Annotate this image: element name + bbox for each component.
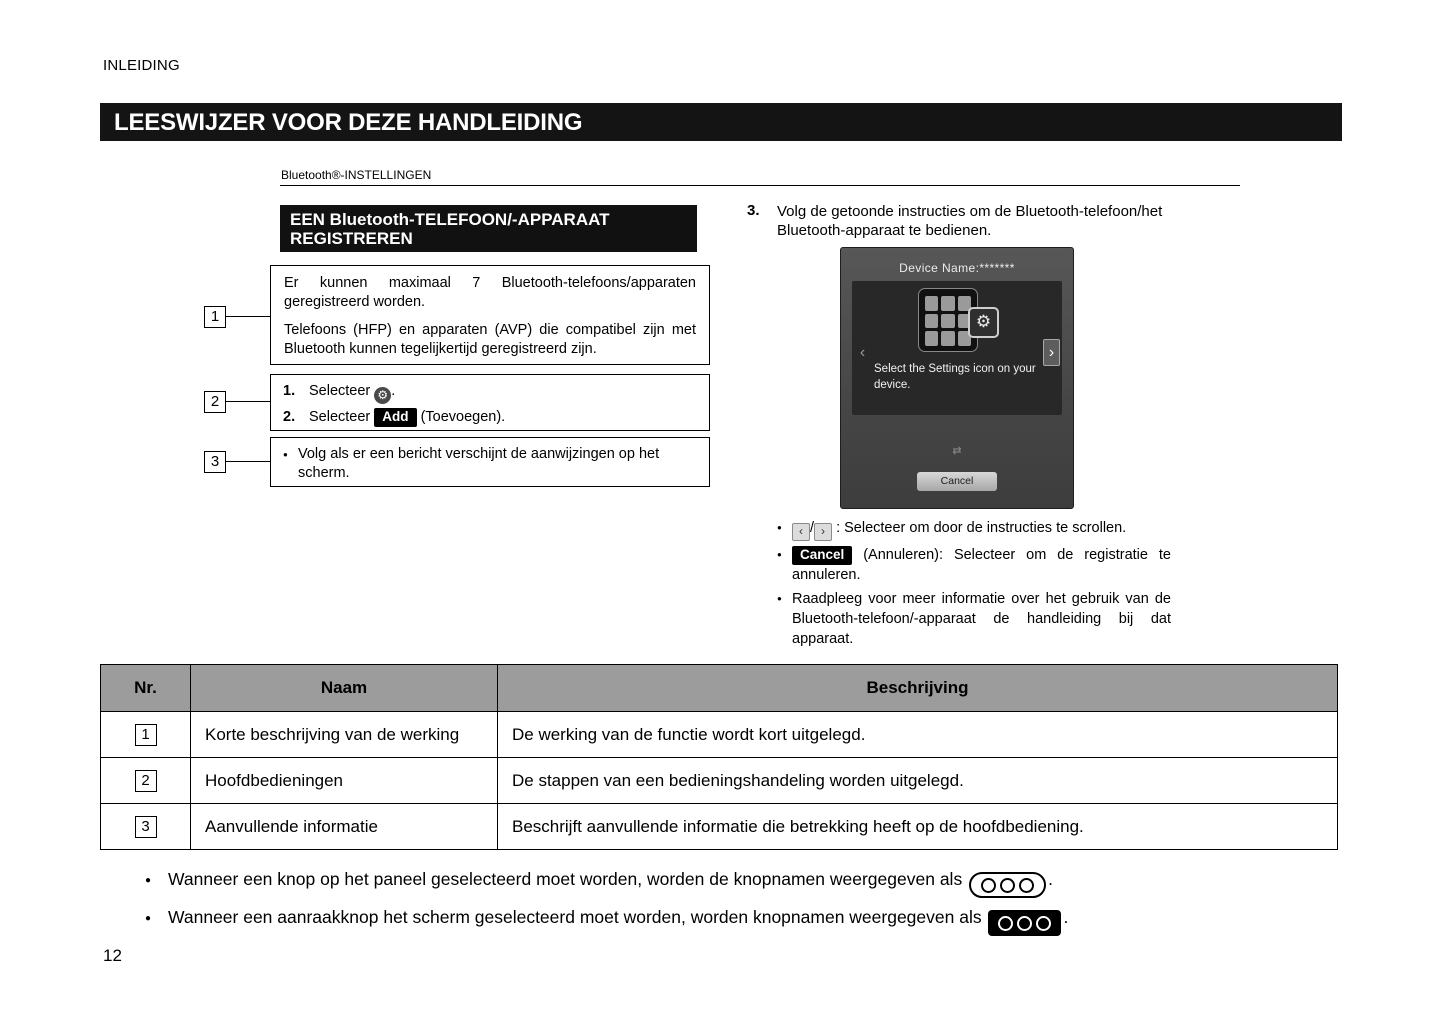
cell-naam: Aanvullende informatie [191, 804, 498, 850]
note-box [270, 437, 710, 487]
step-text-label: Selecteer [309, 409, 371, 425]
separator: / [810, 520, 815, 536]
add-button: Add [374, 408, 416, 427]
table-row [101, 804, 1338, 850]
list-item-text: : Selecteer om door de instructies te scrollen. [836, 520, 1127, 536]
step-text-suffix: (Toevoegen). [420, 409, 506, 425]
page-number: 12 [103, 946, 122, 965]
breadcrumb: Bluetooth®-INSTELLINGEN [281, 168, 432, 182]
table-header-row [101, 665, 1338, 712]
button-circle [1017, 916, 1032, 931]
column-header-nr: Nr. [101, 665, 191, 712]
right-bullet-list [777, 518, 1171, 653]
list-item-cancel [777, 545, 1171, 585]
scroll-right-icon: › [1043, 339, 1060, 366]
app-tile-icon [925, 314, 938, 329]
step-text [309, 382, 395, 404]
description-paragraph: Telefoons (HFP) en apparaten (AVP) die compatibel zijn met Bluetooth kunnen tegelijkertijd geregistreerd zijn. [284, 322, 696, 357]
step-text-label: Selecteer [309, 383, 371, 399]
scroll-left-icon: ‹ [859, 344, 866, 361]
step-number: 2. [283, 409, 296, 425]
footnote-list [145, 866, 1305, 942]
footnote-text: Wanneer een aanraakknop het scherm geselecteerd moet worden, worden knopnamen weergegeven als [168, 907, 982, 927]
steps-box [270, 374, 710, 431]
cancel-button: Cancel [917, 472, 997, 491]
step-3-text: Volg de getoonde instructies om de Bluetooth-telefoon/het Bluetooth-apparaat te bedienen. [777, 203, 1163, 239]
section-kicker: INLEIDING [103, 57, 180, 74]
cell-naam: Korte beschrijving van de werking [191, 712, 498, 758]
description-box [270, 265, 710, 365]
page-title: LEESWIJZER VOOR DEZE HANDLEIDING [100, 103, 1342, 141]
legend-table [100, 664, 1338, 850]
right-arrow-key-icon: › [814, 523, 832, 541]
table-row [101, 712, 1338, 758]
table-row [101, 758, 1338, 804]
number-box: 1 [135, 724, 157, 746]
panel-button-icon [969, 872, 1046, 898]
callout-2: 2 [204, 391, 226, 413]
step-text-suffix: . [391, 383, 396, 399]
breadcrumb-rule [280, 185, 1240, 186]
cell-nr [101, 712, 191, 758]
app-tile-icon [941, 296, 954, 311]
callout-3-line [226, 461, 270, 462]
sample-section-heading: EEN Bluetooth-TELEFOON/-APPARAAT REGISTREREN [280, 205, 697, 252]
device-instruction-text: Select the Settings icon on your device. [874, 363, 1036, 392]
column-header-naam: Naam [191, 665, 498, 712]
settings-gear-icon: ⚙ [374, 387, 391, 404]
button-circle [981, 878, 996, 893]
button-circle [1000, 878, 1015, 893]
app-tile-icon [941, 331, 954, 346]
cell-nr [101, 758, 191, 804]
note-bullet: ● Volg als er een bericht verschijnt de aanwijzingen op het scherm. [283, 445, 697, 483]
button-circle [1019, 878, 1034, 893]
settings-gear-icon: ⚙ [968, 307, 999, 338]
touch-button-icon [988, 910, 1061, 936]
callout-1-line [226, 316, 270, 317]
cell-beschrijving: De stappen van een bedieningshandeling worden uitgelegd. [498, 758, 1338, 804]
app-tile-icon [925, 331, 938, 346]
app-tile-icon [941, 314, 954, 329]
list-item-info: ● Raadpleeg voor meer informatie over het gebruik van de Bluetooth-telefoon/-apparaat de handleiding bij dat apparaat. [777, 589, 1171, 649]
app-tile-icon [925, 296, 938, 311]
footnote-touch-buttons [145, 904, 1305, 936]
cell-nr [101, 804, 191, 850]
callout-1: 1 [204, 306, 226, 328]
step-1 [283, 382, 697, 404]
cell-beschrijving: Beschrijft aanvullende informatie die betrekking heeft op de hoofdbediening. [498, 804, 1338, 850]
device-screen-area [852, 281, 1062, 415]
list-item-scroll [777, 518, 1171, 541]
description-paragraph: Er kunnen maximaal 7 Bluetooth-telefoons/apparaten geregistreerd worden. [284, 275, 696, 310]
step-number: 1. [283, 383, 296, 399]
step-text [309, 408, 505, 427]
step-2 [283, 408, 697, 427]
button-circle [998, 916, 1013, 931]
footnote-text: Wanneer een knop op het paneel geselecteerd moet worden, worden de knopnamen weergegeven als [168, 869, 963, 889]
callout-2-line [226, 401, 270, 402]
button-circle [1036, 916, 1051, 931]
number-box: 2 [135, 770, 157, 792]
footnote-panel-buttons [145, 866, 1305, 898]
left-arrow-key-icon: ‹ [792, 523, 810, 541]
footnote-suffix: . [1048, 869, 1053, 889]
step-3-number: 3. [747, 202, 760, 219]
callout-3: 3 [204, 451, 226, 473]
cell-naam: Hoofdbedieningen [191, 758, 498, 804]
column-header-beschrijving: Beschrijving [498, 665, 1338, 712]
pairing-icon: ⇄ [952, 445, 962, 457]
number-box: 3 [135, 816, 157, 838]
cancel-button-label: Cancel [792, 546, 852, 565]
device-screenshot [840, 247, 1074, 509]
footnote-suffix: . [1063, 907, 1069, 927]
list-item-text: (Annuleren): Selecteer om de registratie te annuleren. [792, 547, 1171, 583]
device-name-label: Device Name:******* [899, 261, 1015, 275]
cell-beschrijving: De werking van de functie wordt kort uitgelegd. [498, 712, 1338, 758]
